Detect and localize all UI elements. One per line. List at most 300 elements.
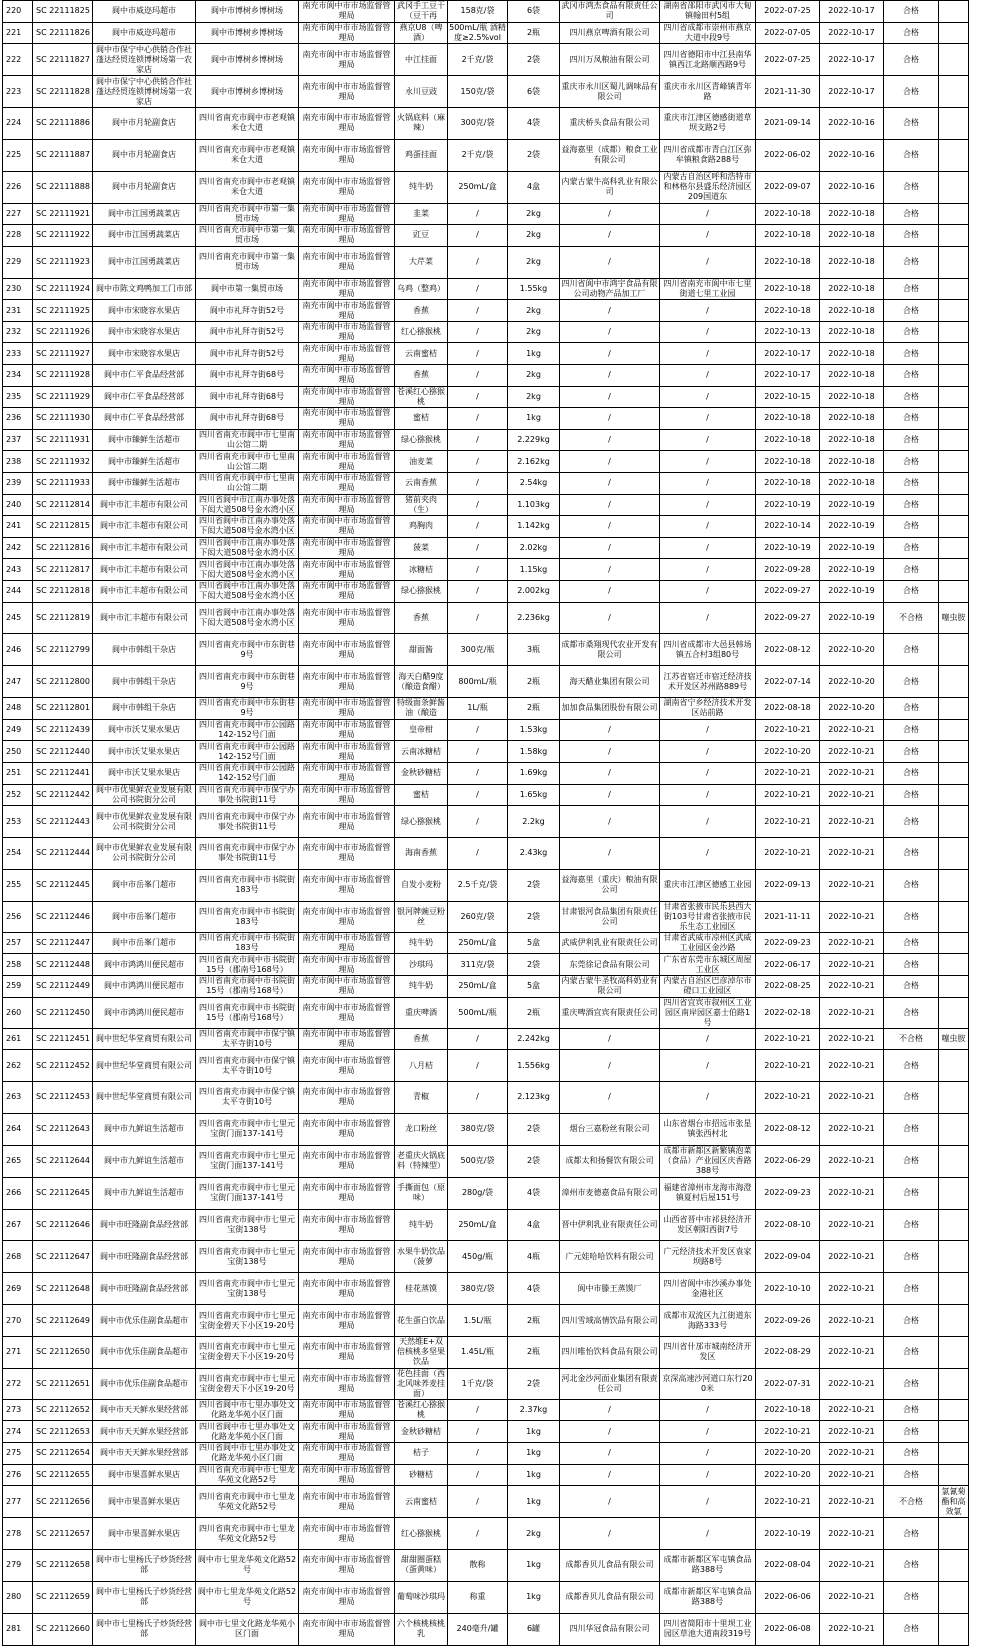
- sampling-date-cell: 2022-10-18: [820, 365, 884, 387]
- producer-cell: 成都太和扬餐饮有限公司: [560, 1145, 660, 1177]
- failed-item-cell: [939, 225, 969, 247]
- quantity-cell: 1.58kg: [508, 741, 560, 763]
- authority-cell: 南充市阆中市市场监督管理局: [299, 1581, 395, 1613]
- sample-code-cell: SC 22112817: [33, 559, 93, 581]
- production-date-cell: 2022-10-20: [756, 741, 820, 763]
- table-row: [3, 1305, 969, 1337]
- specification-cell: /: [448, 602, 508, 634]
- entity-address-cell: 四川省南充市阆中市保宁办事处书院街11号: [196, 838, 299, 870]
- sampling-date-cell: 2022-10-18: [820, 451, 884, 473]
- production-date-cell: 2022-10-20: [756, 1464, 820, 1486]
- specification-cell: /: [448, 537, 508, 559]
- table-row: [3, 666, 969, 698]
- producer-address-cell: /: [660, 537, 756, 559]
- sampling-date-cell: 2022-10-19: [820, 516, 884, 538]
- sample-code-cell: SC 22112440: [33, 741, 93, 763]
- producer-address-cell: /: [660, 203, 756, 225]
- producer-address-cell: 重庆市江津区德感街道草坝支路2号: [660, 107, 756, 139]
- quantity-cell: 2.123kg: [508, 1082, 560, 1114]
- table-row: [3, 559, 969, 581]
- quantity-cell: 2.229kg: [508, 429, 560, 451]
- producer-cell: /: [560, 1050, 660, 1082]
- quantity-cell: 1kg: [508, 408, 560, 430]
- sampling-date-cell: 2022-10-21: [820, 719, 884, 741]
- row-number-cell: 257: [3, 932, 33, 954]
- producer-cell: 内蒙古蒙牛圣牧高科奶业有限公司: [561, 976, 658, 996]
- sampling-date-cell: 2022-10-21: [820, 762, 884, 784]
- producer-cell: 武威伊利乳业有限责任公司: [560, 932, 660, 954]
- production-date-cell: 2022-09-04: [756, 1241, 820, 1273]
- production-date-cell: 2022-10-21: [756, 1028, 820, 1050]
- sampling-date-cell: 2022-10-16: [820, 139, 884, 171]
- sample-name-cell: 香蕉: [395, 1028, 448, 1050]
- sample-code-cell: SC 22112816: [33, 537, 93, 559]
- sampled-entity-cell: 阆中市月轮副食店: [93, 107, 196, 139]
- failed-item-cell: [939, 246, 969, 278]
- sampling-date-cell: 2022-10-21: [820, 975, 884, 997]
- specification-cell: 260克/袋: [448, 901, 508, 932]
- sample-name-cell: 蜜桔: [395, 784, 448, 806]
- specification-cell: /: [448, 1028, 508, 1050]
- quantity-cell: 2kg: [508, 300, 560, 322]
- result-cell: 合格: [884, 1550, 939, 1582]
- result-cell: 合格: [884, 784, 939, 806]
- producer-cell: /: [560, 1399, 660, 1421]
- quantity-cell: 2瓶: [508, 698, 560, 720]
- producer-address-cell: 甘肃省武威市凉州区武威工业园区金沙路: [660, 932, 756, 954]
- producer-cell: /: [560, 537, 660, 559]
- failed-item-cell: [939, 1443, 969, 1465]
- specification-cell: 450g/瓶: [448, 1241, 508, 1273]
- specification-cell: /: [448, 472, 508, 494]
- row-number-cell: 245: [3, 602, 33, 634]
- sample-code-cell: SC 22112814: [33, 494, 93, 516]
- sample-name-cell: 金秋砂糖桔: [395, 1421, 448, 1443]
- quantity-cell: 1kg: [508, 1486, 560, 1518]
- sampled-entity-cell: 阆中市沃艾果水果店: [93, 741, 196, 763]
- table-row: [3, 838, 969, 870]
- specification-cell: 1.5L/瓶: [448, 1305, 508, 1337]
- result-cell: 合格: [884, 869, 939, 901]
- producer-address-cell: /: [660, 451, 756, 473]
- table-row: [3, 451, 969, 473]
- quantity-cell: 2kg: [508, 365, 560, 387]
- quantity-cell: 2kg: [508, 386, 560, 408]
- failed-item-cell: [939, 1, 969, 23]
- failed-item-cell: [939, 806, 969, 838]
- row-number-cell: 259: [3, 975, 33, 997]
- sampled-entity-cell: 阆中市果喜鲜水果店: [93, 1518, 196, 1550]
- quantity-cell: 2瓶: [508, 22, 560, 44]
- sample-code-cell: SC 22112447: [33, 932, 93, 954]
- production-date-cell: 2022-08-18: [756, 698, 820, 720]
- sampling-date-cell: 2022-10-21: [820, 901, 884, 932]
- production-date-cell: 2022-07-05: [756, 22, 820, 44]
- sampling-date-cell: 2022-10-16: [820, 107, 884, 139]
- table-row: [3, 44, 969, 76]
- row-number-cell: 242: [3, 537, 33, 559]
- producer-address-cell: 福建省漳州市龙海市海澄镇夏村后屋151号: [660, 1177, 756, 1209]
- result-cell: 合格: [884, 1050, 939, 1082]
- table-row: [3, 975, 969, 997]
- authority-cell: 南充市阆中市市场监督管理局: [299, 516, 395, 538]
- sampling-date-cell: 2022-10-21: [820, 1464, 884, 1486]
- quantity-cell: 2.236kg: [508, 602, 560, 634]
- sampled-entity-cell: 阆中市优果鲜农业发展有限公司书院街分公司: [93, 806, 196, 838]
- failed-item-cell: [939, 997, 969, 1028]
- producer-address-cell: /: [660, 1028, 756, 1050]
- sampled-entity-cell: 阆中市九鲜谊生活超市: [93, 1177, 196, 1209]
- specification-cell: /: [448, 451, 508, 473]
- sampling-date-cell: 2022-10-18: [820, 225, 884, 247]
- result-cell: 合格: [884, 494, 939, 516]
- specification-cell: 1.45L/瓶: [448, 1337, 508, 1369]
- production-date-cell: 2022-06-29: [756, 1145, 820, 1177]
- production-date-cell: 2022-10-18: [756, 451, 820, 473]
- result-cell: 合格: [884, 139, 939, 171]
- row-number-cell: 243: [3, 559, 33, 581]
- producer-cell: 烟台三嘉粉丝有限公司: [560, 1113, 660, 1145]
- specification-cell: 250mL/盒: [448, 932, 508, 954]
- row-number-cell: 268: [3, 1241, 33, 1273]
- authority-cell: 南充市阆中市市场监督管理局: [299, 1082, 395, 1114]
- entity-address-cell: 四川省南充市阆中市书院街183号: [196, 901, 299, 932]
- specification-cell: /: [448, 784, 508, 806]
- result-cell: 合格: [884, 44, 939, 76]
- producer-address-cell: 四川省宜宾市叙州区工业园区南岸园区嘉士伯路1号: [660, 997, 756, 1028]
- failed-item-cell: [939, 580, 969, 602]
- sampled-entity-cell: 阆中市汇丰超市有限公司: [93, 559, 196, 581]
- quantity-cell: 2袋: [508, 954, 560, 976]
- producer-address-cell: /: [660, 838, 756, 870]
- sampling-date-cell: 2022-10-21: [820, 784, 884, 806]
- table-row: [3, 580, 969, 602]
- sample-name-cell: 韭菜: [395, 203, 448, 225]
- authority-cell: 南充市阆中市市场监督管理局: [299, 634, 395, 666]
- quantity-cell: 1.65kg: [508, 784, 560, 806]
- result-cell: 合格: [884, 1082, 939, 1114]
- specification-cell: /: [448, 1082, 508, 1114]
- result-cell: 合格: [884, 1209, 939, 1241]
- production-date-cell: 2022-07-25: [756, 1, 820, 23]
- entity-address-cell: 四川省南充市阆中市七里元宝街门面137-141号: [196, 1145, 299, 1177]
- entity-address-cell: 四川省南充市阆中市老观镇米仓大道: [196, 171, 299, 203]
- result-cell: 合格: [884, 1273, 939, 1305]
- sampled-entity-cell: 阆中市优乐佳副食品超市: [93, 1337, 196, 1369]
- quantity-cell: 2kg: [508, 1518, 560, 1550]
- failed-item-cell: [939, 1082, 969, 1114]
- entity-address-cell: 四川省南充市阆中市老观镇米仓大道: [196, 107, 299, 139]
- producer-address-cell: 湖南省邵阳市武冈市大甸镇翰田村5组: [660, 1, 756, 23]
- production-date-cell: 2022-10-18: [756, 300, 820, 322]
- row-number-cell: 271: [3, 1337, 33, 1369]
- production-date-cell: 2022-10-19: [756, 1518, 820, 1550]
- quantity-cell: 2kg: [508, 321, 560, 343]
- sampled-entity-cell: 阆中市保宁中心供销合作社蓬达经贸连锁博树场第一农家店: [93, 76, 196, 108]
- sampling-date-cell: 2022-10-18: [820, 321, 884, 343]
- authority-cell: 南充市阆中市市场监督管理局: [299, 1050, 395, 1082]
- producer-address-cell: /: [660, 806, 756, 838]
- specification-cell: 158克/袋: [448, 1, 508, 23]
- sample-code-cell: SC 22111825: [33, 1, 93, 23]
- production-date-cell: 2022-06-08: [756, 1613, 820, 1645]
- table-row: [3, 107, 969, 139]
- authority-cell: 南充市阆中市市场监督管理局: [299, 1613, 395, 1645]
- sample-name-cell: 武冈手工豆干（豆干再: [395, 1, 448, 23]
- authority-cell: 南充市阆中市市场监督管理局: [299, 741, 395, 763]
- sample-code-cell: SC 22112656: [33, 1486, 93, 1518]
- row-number-cell: 220: [3, 1, 33, 23]
- production-date-cell: 2022-09-26: [756, 1305, 820, 1337]
- authority-cell: 南充市阆中市市场监督管理局: [299, 494, 395, 516]
- row-number-cell: 255: [3, 869, 33, 901]
- result-cell: 合格: [884, 1177, 939, 1209]
- specification-cell: /: [448, 559, 508, 581]
- table-row: [3, 634, 969, 666]
- sample-code-cell: SC 22111930: [33, 408, 93, 430]
- entity-address-cell: 四川省阆中市江南办事处落下闳大道508号金水湾小区: [196, 516, 299, 538]
- sampling-date-cell: 2022-10-21: [820, 1082, 884, 1114]
- table-row: [3, 1050, 969, 1082]
- row-number-cell: 260: [3, 997, 33, 1028]
- failed-item-cell: [939, 1305, 969, 1337]
- quantity-cell: 2袋: [508, 1145, 560, 1177]
- specification-cell: /: [448, 429, 508, 451]
- row-number-cell: 263: [3, 1082, 33, 1114]
- sample-name-cell: 鸡蛋挂面: [395, 139, 448, 171]
- table-row: [3, 784, 969, 806]
- table-row: [3, 537, 969, 559]
- row-number-cell: 265: [3, 1145, 33, 1177]
- sample-name-cell: 豇豆: [395, 225, 448, 247]
- result-cell: 合格: [884, 901, 939, 932]
- producer-cell: /: [560, 429, 660, 451]
- producer-cell: /: [560, 741, 660, 763]
- result-cell: 合格: [884, 954, 939, 976]
- entity-address-cell: 四川省南充市阆中市七里南山公馆二期: [196, 451, 299, 473]
- result-cell: 合格: [884, 321, 939, 343]
- table-row: [3, 171, 969, 203]
- authority-cell: 南充市阆中市市场监督管理局: [299, 1464, 395, 1486]
- failed-item-cell: [939, 1399, 969, 1421]
- sampled-entity-cell: 阆中市优果鲜农业发展有限公司书院街分公司: [93, 838, 196, 870]
- producer-address-cell: 四川省德阳市中江县南华镇西江北路顺西路9号: [660, 44, 756, 76]
- failed-item-cell: [939, 1337, 969, 1369]
- row-number-cell: 244: [3, 580, 33, 602]
- result-cell: 合格: [884, 559, 939, 581]
- failed-item-cell: [939, 762, 969, 784]
- authority-cell: 南充市阆中市市场监督管理局: [299, 719, 395, 741]
- production-date-cell: 2022-06-02: [756, 139, 820, 171]
- authority-cell: 南充市阆中市市场监督管理局: [299, 107, 395, 139]
- sampled-entity-cell: 阆中市宋晓容水果店: [93, 300, 196, 322]
- sample-code-cell: SC 22112658: [33, 1550, 93, 1582]
- failed-item-cell: [939, 1368, 969, 1399]
- failed-item-cell: [939, 1518, 969, 1550]
- authority-cell: 南充市阆中市市场监督管理局: [299, 559, 395, 581]
- entity-address-cell: 四川省南充市阆中市七里元宝街138号: [196, 1273, 299, 1305]
- producer-address-cell: 四川省阆中市沙溪办事处金港社区: [660, 1273, 756, 1305]
- entity-address-cell: 阆中市七里龙华苑文化路52号: [196, 1581, 299, 1613]
- failed-item-cell: [939, 429, 969, 451]
- sampled-entity-cell: 阆中市仁平食品经营部: [93, 408, 196, 430]
- quantity-cell: 1.53kg: [508, 719, 560, 741]
- quantity-cell: 1.142kg: [508, 516, 560, 538]
- table-row: [3, 1613, 969, 1645]
- table-row: [3, 1082, 969, 1114]
- sampled-entity-cell: 阆中市江国勇蔬菜店: [93, 225, 196, 247]
- row-number-cell: 246: [3, 634, 33, 666]
- row-number-cell: 274: [3, 1421, 33, 1443]
- table-row: [3, 869, 969, 901]
- authority-cell: 南充市阆中市市场监督管理局: [299, 225, 395, 247]
- row-number-cell: 277: [3, 1486, 33, 1518]
- producer-cell: 甘肃银河食品集团有限责任公司: [560, 901, 660, 932]
- authority-cell: 南充市阆中市市场监督管理局: [299, 1241, 395, 1273]
- failed-item-cell: [939, 343, 969, 365]
- failed-item-cell: [939, 139, 969, 171]
- entity-address-cell: 四川省阆中市江南办事处落下闳大道508号金水湾小区: [196, 537, 299, 559]
- result-cell: 合格: [884, 1518, 939, 1550]
- production-date-cell: 2022-10-17: [756, 365, 820, 387]
- producer-address-cell: /: [660, 580, 756, 602]
- sampled-entity-cell: 阆中市汇丰超市有限公司: [93, 494, 196, 516]
- result-cell: 合格: [884, 343, 939, 365]
- quantity-cell: 2kg: [508, 203, 560, 225]
- sample-code-cell: SC 22111928: [33, 365, 93, 387]
- entity-address-cell: 阆中市七里文化路龙华苑小区门面: [196, 1613, 299, 1645]
- authority-cell: 南充市阆中市市场监督管理局: [299, 1421, 395, 1443]
- row-number-cell: 248: [3, 698, 33, 720]
- producer-cell: 晋中伊利乳业有限责任公司: [560, 1209, 660, 1241]
- sampling-date-cell: 2022-10-21: [820, 1241, 884, 1273]
- quantity-cell: 1kg: [508, 1550, 560, 1582]
- failed-item-cell: [939, 44, 969, 76]
- quantity-cell: 1kg: [508, 1581, 560, 1613]
- sampled-entity-cell: 阆中市臻鲜生活超市: [93, 429, 196, 451]
- sampled-entity-cell: 阆中市天天鲜水果经营部: [93, 1443, 196, 1465]
- result-cell: 合格: [884, 1613, 939, 1645]
- producer-address-cell: 广东省东莞市东城区周屋工业区: [660, 954, 756, 976]
- failed-item-cell: [939, 22, 969, 44]
- producer-address-cell: 内蒙古自治区巴彦淖尔市磴口工业园区: [660, 975, 756, 997]
- quantity-cell: 1kg: [508, 1443, 560, 1465]
- sample-code-cell: SC 22112651: [33, 1368, 93, 1399]
- sample-code-cell: SC 22112645: [33, 1177, 93, 1209]
- producer-address-cell: /: [660, 321, 756, 343]
- producer-cell: 重庆市永川区蜀儿调味品有限公司: [560, 76, 660, 108]
- table-row: [3, 1, 969, 23]
- entity-address-cell: 四川省南充市阆中市七里元宝街门面137-141号: [196, 1113, 299, 1145]
- sampled-entity-cell: 阆中市陈文鸡鸭加工门市部: [93, 278, 196, 300]
- production-date-cell: 2022-10-18: [756, 278, 820, 300]
- specification-cell: /: [448, 1443, 508, 1465]
- row-number-cell: 262: [3, 1050, 33, 1082]
- sample-name-cell: 花生蛋白饮品: [395, 1305, 448, 1337]
- producer-cell: 加加食品集团股份有限公司: [560, 698, 660, 720]
- quantity-cell: 1kg: [508, 1421, 560, 1443]
- row-number-cell: 228: [3, 225, 33, 247]
- producer-address-cell: 成都市新都区军屯镇食品路388号: [660, 1581, 756, 1613]
- row-number-cell: 249: [3, 719, 33, 741]
- row-number-cell: 250: [3, 741, 33, 763]
- row-number-cell: 227: [3, 203, 33, 225]
- row-number-cell: 276: [3, 1464, 33, 1486]
- producer-cell: /: [560, 343, 660, 365]
- specification-cell: 2.5千克/袋: [448, 869, 508, 901]
- sample-name-cell: 自发小麦粉: [395, 869, 448, 901]
- result-cell: 合格: [884, 1464, 939, 1486]
- producer-cell: /: [560, 516, 660, 538]
- specification-cell: /: [448, 762, 508, 784]
- table-row: [3, 806, 969, 838]
- authority-cell: 南充市阆中市市场监督管理局: [299, 1550, 395, 1582]
- inspection-results-table: [2, 0, 969, 1646]
- authority-cell: 南充市阆中市市场监督管理局: [299, 698, 395, 720]
- sampled-entity-cell: 阆中世纪华堂商贸有限公司: [93, 1050, 196, 1082]
- result-cell: 合格: [884, 365, 939, 387]
- table-row: [3, 300, 969, 322]
- producer-address-cell: /: [660, 300, 756, 322]
- sample-code-cell: SC 22112818: [33, 580, 93, 602]
- producer-cell: /: [560, 719, 660, 741]
- sample-name-cell: 天然维E+双倍核桃多坚果饮品: [395, 1337, 448, 1369]
- sample-code-cell: SC 22112453: [33, 1082, 93, 1114]
- production-date-cell: 2022-08-04: [756, 1550, 820, 1582]
- entity-address-cell: 四川省阆中市江南办事处落下闳大道508号金水湾小区: [196, 602, 299, 634]
- producer-cell: 重庆桥头食品有限公司: [560, 107, 660, 139]
- specification-cell: 2千克/袋: [448, 139, 508, 171]
- sample-code-cell: SC 22112445: [33, 869, 93, 901]
- sampling-date-cell: 2022-10-21: [820, 997, 884, 1028]
- entity-address-cell: 四川省南充市阆中市书院街183号: [196, 932, 299, 954]
- producer-cell: 四川燕京啤酒有限公司: [560, 22, 660, 44]
- row-number-cell: 281: [3, 1613, 33, 1645]
- sampled-entity-cell: 阆中市七里杨氏子炒货经营部: [93, 1550, 196, 1582]
- failed-item-cell: [939, 698, 969, 720]
- specification-cell: 500mL/瓶 酒精度≥2.5%vol: [449, 22, 506, 42]
- sample-name-cell: 纯牛奶: [395, 975, 448, 997]
- row-number-cell: 269: [3, 1273, 33, 1305]
- quantity-cell: 2袋: [508, 869, 560, 901]
- authority-cell: 南充市阆中市市场监督管理局: [299, 1177, 395, 1209]
- sampling-date-cell: 2022-10-19: [820, 559, 884, 581]
- table-row: [3, 698, 969, 720]
- entity-address-cell: 四川省南充市阆中市保宁办事处书院街11号: [196, 784, 299, 806]
- failed-item-cell: [939, 666, 969, 698]
- production-date-cell: 2022-10-17: [756, 343, 820, 365]
- sampled-entity-cell: 阆中市汇丰超市有限公司: [93, 580, 196, 602]
- sample-name-cell: 桔子: [395, 1443, 448, 1465]
- sampling-date-cell: 2022-10-17: [820, 1, 884, 23]
- sampled-entity-cell: 阆中市七里杨氏子炒货经营部: [93, 1613, 196, 1645]
- producer-cell: /: [560, 602, 660, 634]
- result-cell: 合格: [884, 838, 939, 870]
- specification-cell: 300克/袋: [448, 107, 508, 139]
- sampling-date-cell: 2022-10-21: [820, 1177, 884, 1209]
- producer-address-cell: 广元经济技术开发区袁家坝路8号: [660, 1241, 756, 1273]
- entity-address-cell: 阆中市七里龙华苑文化路52号: [196, 1550, 299, 1582]
- sample-code-cell: SC 22112444: [33, 838, 93, 870]
- row-number-cell: 223: [3, 76, 33, 108]
- authority-cell: 南充市阆中市市场监督管理局: [299, 869, 395, 901]
- entity-address-cell: 四川省南充市阆中市七里龙华苑文化路52号: [196, 1464, 299, 1486]
- authority-cell: 南充市阆中市市场监督管理局: [299, 602, 395, 634]
- sampled-entity-cell: 阆中市威迩玛超市: [93, 22, 196, 44]
- sampled-entity-cell: 阆中市韩组干杂店: [93, 698, 196, 720]
- production-date-cell: 2022-10-21: [756, 1082, 820, 1114]
- result-cell: 合格: [884, 932, 939, 954]
